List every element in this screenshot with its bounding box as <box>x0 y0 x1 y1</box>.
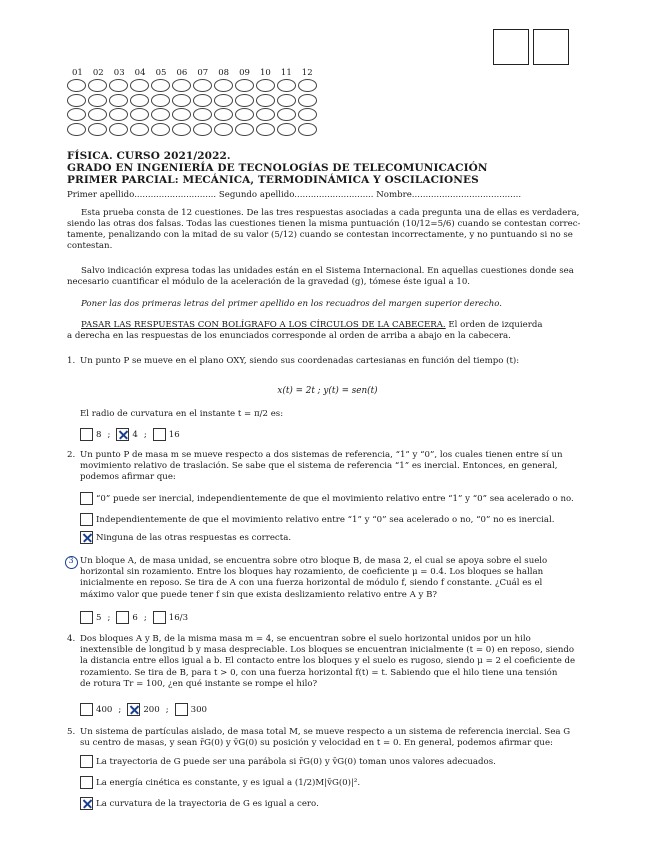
question-text: de rotura Tr = 100, ¿en qué instante se rompe el hilo? <box>80 678 318 689</box>
q4-option-c-checkbox[interactable] <box>175 703 188 716</box>
column-number: 12 <box>301 68 313 78</box>
instruction-underlined: PASAR LAS RESPUESTAS CON BOLÍGRAFO A LOS CÍRCULOS DE LA CABECERA. <box>81 320 446 330</box>
question-3 <box>67 556 600 601</box>
intro-line: tamente, penalizando con la mitad de su valor (5/12) cuando se contestan incorrectamente, y no puntuando si no se <box>67 230 573 240</box>
question-text: su centro de masas, y sean r̄G(0) y v̄G(0) su posición y velocidad en t = 0. En general, podemos afirmar que: <box>80 738 553 749</box>
answer-bubble[interactable] <box>67 94 86 107</box>
answer-bubble[interactable] <box>130 108 149 121</box>
answer-bubble[interactable] <box>151 123 170 136</box>
q4-option-b-checkbox[interactable] <box>127 703 140 716</box>
column-number: 01 <box>72 68 83 78</box>
separator: ; <box>107 612 111 623</box>
q1-option-a-checkbox[interactable] <box>80 428 93 441</box>
option-text: 6 <box>132 612 138 623</box>
q5-option-a-checkbox[interactable] <box>80 755 93 768</box>
q4-options <box>80 703 207 716</box>
answer-bubble-grid <box>67 79 319 137</box>
q1-option-c-checkbox[interactable] <box>153 428 166 441</box>
column-number: 04 <box>134 68 146 78</box>
question-5 <box>67 727 600 749</box>
answer-bubble[interactable] <box>172 123 191 136</box>
question-1-prompt <box>67 409 600 420</box>
q1-option-c: 16 <box>168 429 180 440</box>
question-text: rozamiento. Se tira de B, para t > 0, con una fuerza horizontal f(t) = t. Sabiendo que el hilo tiene una tensión <box>80 667 558 678</box>
answer-bubble[interactable] <box>214 79 233 92</box>
q5-option-c <box>80 797 319 810</box>
question-text: horizontal sin rozamiento. Entre los bloques hay rozamiento, de coeficiente μ = 0.4. Los bloques se hallan <box>80 567 544 578</box>
question-number: 4. <box>67 634 76 644</box>
q1-option-a: 8 <box>96 429 102 440</box>
separator: ; <box>118 704 122 715</box>
question-text: Un bloque A, de masa unidad, se encuentra sobre otro bloque B, de masa 2, el cual se apoya sobre el suelo <box>80 556 548 566</box>
q2-option-c-checkbox[interactable] <box>80 531 93 544</box>
option-text: 5 <box>96 612 102 623</box>
course-title: FÍSICA. CURSO 2021/2022. <box>67 150 231 162</box>
answer-bubble[interactable] <box>277 123 296 136</box>
question-number: 3 <box>68 556 74 565</box>
bubble-row <box>67 123 319 138</box>
initial-box-2[interactable] <box>533 29 569 65</box>
answer-bubble[interactable] <box>193 79 212 92</box>
answer-bubble[interactable] <box>67 123 86 136</box>
bubble-row <box>67 108 319 123</box>
exam-title: PRIMER PARCIAL: MECÁNICA, TERMODINÁMICA Y OSCILACIONES <box>67 174 479 186</box>
question-text: podemos afirmar que: <box>80 472 176 483</box>
separator: ; <box>143 429 147 440</box>
separator: ; <box>143 612 147 623</box>
answer-bubble[interactable] <box>88 94 107 107</box>
answer-bubble[interactable] <box>130 79 149 92</box>
instruction-rest: El orden de izquierda <box>445 320 543 330</box>
bubble-row <box>67 79 319 94</box>
q1-options <box>80 428 180 441</box>
question-2 <box>67 450 600 484</box>
instruction-italic: Poner las dos primeras letras del primer apellido en los recuadros del margen superior derecho. <box>81 299 502 309</box>
instruction-line <box>67 320 600 331</box>
answer-bubble[interactable] <box>88 123 107 136</box>
q2-option-a-checkbox[interactable] <box>80 492 93 505</box>
answer-bubble[interactable] <box>256 108 275 121</box>
option-text: “0” puede ser inercial, independientemente de que el movimiento relativo entre “1” y “0” sea acelerado o no. <box>96 493 574 504</box>
answer-bubble[interactable] <box>130 94 149 107</box>
q5-option-c-checkbox[interactable] <box>80 797 93 810</box>
separator: ; <box>107 429 111 440</box>
answer-bubble[interactable] <box>214 94 233 107</box>
answer-bubble[interactable] <box>193 108 212 121</box>
separator: ; <box>165 704 169 715</box>
answer-bubble[interactable] <box>235 94 254 107</box>
answer-bubble[interactable] <box>193 94 212 107</box>
question-text: inextensible de longitud b y masa despreciable. Los bloques se encuentran inicialmente (t = 0) en reposo, siendo <box>80 645 575 656</box>
question-text: Un punto P de masa m se mueve respecto a dos sistemas de referencia, “1” y “0”, los cuales tienen entre sí un <box>80 450 563 460</box>
intro-line: Salvo indicación expresa todas las unidades están en el Sistema Internacional. En aquellas cuestiones donde sea <box>81 266 574 276</box>
question-number: 5. <box>67 727 76 737</box>
intro-line: siendo las otras dos falsas. Todas las cuestiones tienen la misma puntuación (10/12=5/6) cuando se contestan correc- <box>67 219 581 229</box>
question-text: El radio de curvatura en el instante t = π/2 es: <box>80 409 284 419</box>
answer-bubble[interactable] <box>109 79 128 92</box>
q3-options <box>80 611 188 624</box>
bubble-row <box>67 94 319 109</box>
answer-bubble[interactable] <box>277 94 296 107</box>
initial-box-1[interactable] <box>493 29 529 65</box>
question-text: movimiento relativo de traslación. Se sabe que el sistema de referencia “1” es inercial. Entonces, en general, <box>80 461 558 472</box>
intro-line: contestan. <box>67 241 113 251</box>
q3-option-b-checkbox[interactable] <box>116 611 129 624</box>
answer-bubble[interactable] <box>67 79 86 92</box>
question-1-formula: x(t) = 2t ; y(t) = sen(t) <box>277 386 378 396</box>
option-text: La trayectoria de G puede ser una parábola si r̄G(0) y v̄G(0) toman unos valores adecuados. <box>96 756 496 767</box>
column-number: 08 <box>218 68 230 78</box>
answer-bubble[interactable] <box>235 79 254 92</box>
q5-option-a <box>80 755 496 768</box>
q1-option-b-checkbox[interactable] <box>116 428 129 441</box>
answer-bubble[interactable] <box>256 123 275 136</box>
column-number: 09 <box>239 68 250 78</box>
column-number: 11 <box>280 68 292 78</box>
q2-option-b <box>80 513 554 526</box>
question-number: 2. <box>67 450 76 460</box>
question-text: Un sistema de partículas aislado, de masa total M, se mueve respecto a un sistema de referencia inercial. Sea G <box>80 727 571 737</box>
column-number: 07 <box>197 68 209 78</box>
answer-bubble[interactable] <box>298 108 317 121</box>
q1-option-b: 4 <box>132 429 138 440</box>
answer-bubble[interactable] <box>109 123 128 136</box>
q2-option-c <box>80 531 291 544</box>
q5-option-b <box>80 776 360 789</box>
option-text: 200 <box>143 704 160 715</box>
answer-bubble[interactable] <box>256 79 275 92</box>
name-fields[interactable]: Primer apellido.............................. Segundo apellido............................. Nombre........................................ <box>67 190 522 200</box>
answer-column-numbers <box>72 68 323 78</box>
column-number: 06 <box>176 68 188 78</box>
column-number: 10 <box>260 68 271 78</box>
answer-bubble[interactable] <box>235 123 254 136</box>
answer-bubble[interactable] <box>235 108 254 121</box>
option-text: 300 <box>190 704 208 715</box>
answer-bubble[interactable] <box>151 79 170 92</box>
question-text: inicialmente en reposo. Se tira de A con una fuerza horizontal de módulo f, siendo f constante. ¿Cuál es el <box>80 578 543 589</box>
q3-option-a-checkbox[interactable] <box>80 611 93 624</box>
instruction-line: a derecha en las respuestas de los enunciados corresponde al orden de arriba a abajo en la cabecera. <box>67 331 511 341</box>
option-text: 16/3 <box>168 612 189 623</box>
question-text: máximo valor que puede tener f sin que exista deslizamiento relativo entre A y B? <box>80 589 438 600</box>
answer-bubble[interactable] <box>214 108 233 121</box>
answer-bubble[interactable] <box>298 123 317 136</box>
answer-bubble[interactable] <box>151 94 170 107</box>
answer-bubble[interactable] <box>88 79 107 92</box>
question-text: Un punto P se mueve en el plano OXY, siendo sus coordenadas cartesianas en función del tiempo (t): <box>80 356 520 366</box>
answer-bubble[interactable] <box>88 108 107 121</box>
intro-line: necesario cuantificar el módulo de la aceleración de la gravedad (g), tómese éste igual a 10. <box>67 277 471 287</box>
answer-bubble[interactable] <box>277 79 296 92</box>
q4-option-a-checkbox[interactable] <box>80 703 93 716</box>
question-text: la distancia entre ellos igual a b. El contacto entre los bloques y el suelo es rugoso, siendo μ = 2 el coeficiente de <box>80 656 576 667</box>
intro-line: Esta prueba consta de 12 cuestiones. De las tres respuestas asociadas a cada pregunta una de ellas es verdadera, <box>81 208 580 218</box>
answer-bubble[interactable] <box>298 94 317 107</box>
answer-bubble[interactable] <box>151 108 170 121</box>
option-text: La energía cinética es constante, y es igual a (1/2)M|v̄G(0)|². <box>96 777 361 788</box>
answer-bubble[interactable] <box>172 79 191 92</box>
option-text: 400 <box>96 704 113 715</box>
column-number: 03 <box>113 68 125 78</box>
answer-bubble[interactable] <box>214 123 233 136</box>
answer-bubble[interactable] <box>130 123 149 136</box>
column-number: 02 <box>92 68 104 78</box>
answer-bubble[interactable] <box>277 108 296 121</box>
answer-bubble[interactable] <box>67 108 86 121</box>
answer-bubble[interactable] <box>109 108 128 121</box>
option-text: Independientemente de que el movimiento relativo entre “1” y “0” sea acelerado o no, “0” no es inercial. <box>96 514 555 525</box>
q2-option-b-checkbox[interactable] <box>80 513 93 526</box>
option-text: Ninguna de las otras respuestas es correcta. <box>96 532 292 543</box>
question-4 <box>67 634 600 690</box>
answer-bubble[interactable] <box>256 94 275 107</box>
option-text: La curvatura de la trayectoria de G es igual a cero. <box>96 798 319 809</box>
answer-bubble[interactable] <box>298 79 317 92</box>
question-number: 1. <box>67 356 76 366</box>
q3-option-c-checkbox[interactable] <box>153 611 166 624</box>
q2-option-a <box>80 492 574 505</box>
answer-bubble[interactable] <box>109 94 128 107</box>
answer-bubble[interactable] <box>193 123 212 136</box>
answer-bubble[interactable] <box>172 108 191 121</box>
q5-option-b-checkbox[interactable] <box>80 776 93 789</box>
column-number: 05 <box>155 68 167 78</box>
answer-bubble[interactable] <box>172 94 191 107</box>
question-text: Dos bloques A y B, de la misma masa m = 4, se encuentran sobre el suelo horizontal unidos por un hilo <box>80 634 531 644</box>
degree-title: GRADO EN INGENIERÍA DE TECNOLOGÍAS DE TELECOMUNICACIÓN <box>67 162 488 174</box>
question-1 <box>67 356 600 367</box>
